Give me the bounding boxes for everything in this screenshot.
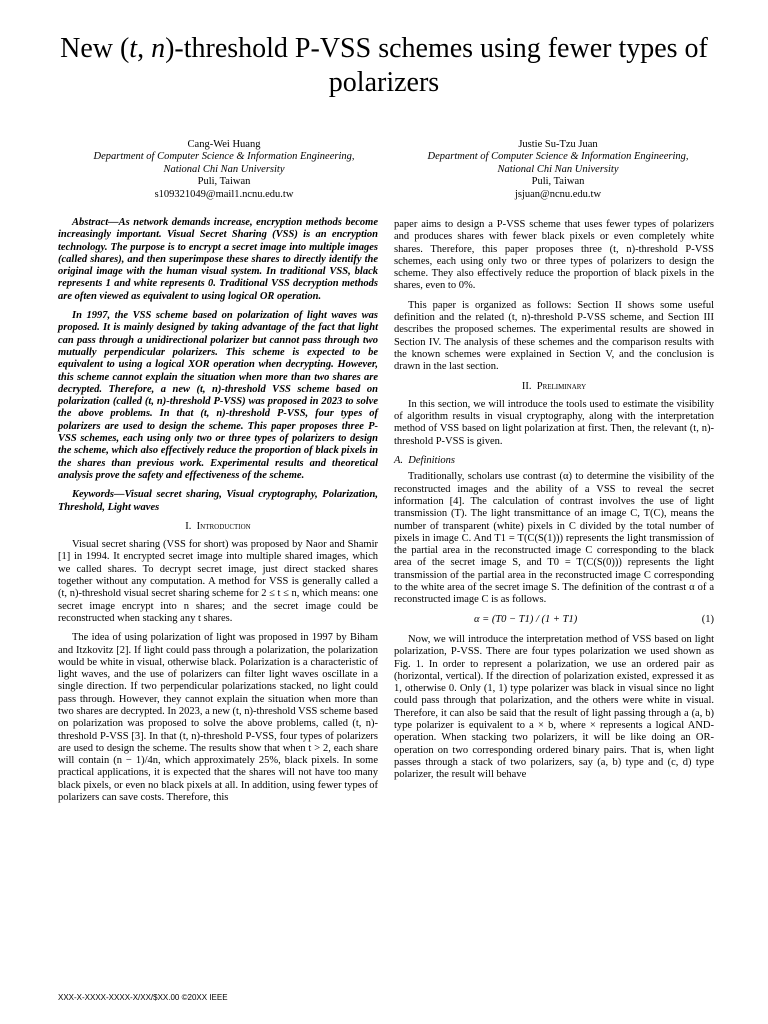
author-university: National Chi Nan University xyxy=(497,163,619,175)
author-department: Department of Computer Science & Information Engineering, xyxy=(427,151,689,163)
copyright-footer: XXX-X-XXXX-XXXX-X/XX/$XX.00 ©20XX IEEE xyxy=(58,993,228,1002)
body-paragraph: Traditionally, scholars use contrast (α) to determine the visibility of the reconstructed images and the ability of a VSS to reveal the secret information [4]. The calculation of contrast involves the use of light transmission (T). The light transmittance of an image C, T(C), means the number of transparent (white) pixels in C divided by the total number of pixels in image C. And T1 = T(C(S(1))) represents the light transmission of the partial area in the reconstructed image C corresponding to the black area of the secret image S, and T0 = T(C(S(0))) represents the light transmission of the partial area in the reconstructed image C corresponding to the white area of the secret image S. The definition of the contrast α of a reconstructed image C is as follows. xyxy=(394,471,714,606)
section-heading-preliminary: II. Preliminary xyxy=(521,380,587,392)
body-paragraph: The idea of using polarization of light was proposed in 1997 by Biham and Itzkovitz [2]. If light could pass through a polarization, the polarization would be white in visual, otherwise black. Polarization is a characteristic of light waves, and the use of polarizers can filter light waves oscillate in a single direction. If two perpendicular polarizations stacked, no light could pass through. However, they cannot explain the situation when more than two shares are decrypted. In 2023, a new (t, n)-threshold VSS scheme based on polarization was proposed to solve the above problems, called (t, n)-threshold P-VSS [3]. In that (t, n)-threshold P-VSS, four types of polarizers are used to design the scheme. The results show that when t > 2, each share will contain (n − 1)/4n, which approximately 25%, black pixels. In some practical applications, it is expected that the shares will not have too many black pixels, or even no black pixels at all. In addition, using fewer types of polarizers can save costs. Therefore, this xyxy=(58,632,378,804)
body-paragraph: paper aims to design a P-VSS scheme that uses fewer types of polarizers and produces shares with fewer black pixels or even completely white shares. Therefore, this paper proposes three (t, n)-threshold P-VSS schemes, each using only two or three types of polarizers to design the scheme. They also effectively reduce the proportion of black pixels in the shares, even to 0%. xyxy=(394,219,714,292)
section-heading-introduction: I. Introduction xyxy=(185,520,251,532)
right-column xyxy=(394,219,714,788)
abstract-paragraph: Abstract—As network demands increase, encryption methods become increasingly important. Visual Secret Sharing (VSS) is an encryption technology. The purpose is to encrypt a secret image into multiple images (called shares), and then superimpose these shares to directly identify the original image with the human visual system. In traditional VSS, black represents 1 and white represents 0. Traditional VSS decryption methods are often viewed as equivalent to using logical OR operation. xyxy=(58,217,378,302)
author-name: Cang-Wei Huang xyxy=(187,139,261,150)
author-email: jsjuan@ncnu.edu.tw xyxy=(514,188,602,200)
left-column xyxy=(58,217,378,811)
body-paragraph: This paper is organized as follows: Section II shows some useful definition and the related (t, n)-threshold P-VSS scheme, and Section III describes the proposed schemes. The experimental results are showed in Section IV. The analysis of these schemes and the comparison results with the known schemes were explained in Section V, and the conclusion is drawn in the last section. xyxy=(394,299,714,373)
author-university: National Chi Nan University xyxy=(163,163,285,175)
author-block-2 xyxy=(398,139,718,201)
equation-number: (1) xyxy=(701,613,714,625)
subsection-heading-definitions: A. Definitions xyxy=(394,455,455,467)
equation-expression: α = (T0 − T1) / (1 + T1) xyxy=(474,613,578,625)
equation-1 xyxy=(394,614,714,626)
body-paragraph: In this section, we will introduce the tools used to estimate the visibility of algorithm results in visual cryptography, along with the interpretation method of VSS based on light polarization at first. Then, the relevant (t, n)-threshold P-VSS is given. xyxy=(394,398,714,447)
paper-title: New (t, n)-threshold P-VSS schemes using fewer types of polarizers xyxy=(60,33,708,98)
abstract-paragraph: In 1997, the VSS scheme based on polarization of light waves was proposed. It is mainly designed by taking advantage of the fact that light can pass through a unidirectional polarizer but cannot pass through two mutually perpendicular polarizers. This scheme is expected to be equivalent to using a logical XOR operation when decrypting. However, this scheme cannot explain the situation when more than two shares are decrypted. Therefore, a new (t, n)-threshold VSS scheme based on polarization (called (t, n)-threshold P-VSS) was proposed in 2023 to solve the above problems. In that (t, n)-threshold P-VSS, four types of polarizers are used to design the scheme. This paper proposes three P-VSS schemes, each using only two or three types of polarizers to design the scheme, which also effectively reduce the proportion of black pixels in the shares than previous work. Experimental results and theoretical analysis prove the safety and effectiveness of the scheme. xyxy=(58,310,378,481)
body-paragraph: Now, we will introduce the interpretation method of VSS based on light polarization, P-VSS. There are four types polarization we used shown as Fig. 1. In order to represent a polarization, we use an ordered pair as (horizontal, vertical). If the direction of polarization existed, expressed it as 1, otherwise 0. Only (1, 1) type polarizer was black in visual since no light could pass through that polarization, and the others were white in visual. Therefore, it can also be said that the result of light passing through a (a, b) type polarizer is equivalent to a × b, where × represents a logical AND-operation. When stacking two polarizers, it will be like doing an OR-operation on two corresponding ordered binary pairs. That is, when light passes through a stack of two polarizers, say (a, b) type and (c, d) type polarizer, the result will behave xyxy=(394,633,714,781)
keywords: Keywords—Visual secret sharing, Visual cryptography, Polarization, Threshold, Light waves xyxy=(58,489,378,513)
author-location: Puli, Taiwan xyxy=(531,176,585,188)
author-department: Department of Computer Science & Information Engineering, xyxy=(93,151,355,163)
author-block-1 xyxy=(64,139,384,201)
body-paragraph: Visual secret sharing (VSS for short) was proposed by Naor and Shamir [1] in 1994. It encrypted secret image into multiple shared images, which we called shares. To decrypt secret image, just direct stacked shares together without any computation. A method for VSS is generally called a (t, n)-threshold visual secret sharing scheme for 2 ≤ t ≤ n, which means: one secret image encrypt into n shares; and the secret image could be reconstructed when stacking any t shares. xyxy=(58,539,378,624)
author-location: Puli, Taiwan xyxy=(197,176,251,188)
author-name: Justie Su-Tzu Juan xyxy=(518,139,598,150)
author-email: s109321049@mail1.ncnu.edu.tw xyxy=(154,188,294,200)
